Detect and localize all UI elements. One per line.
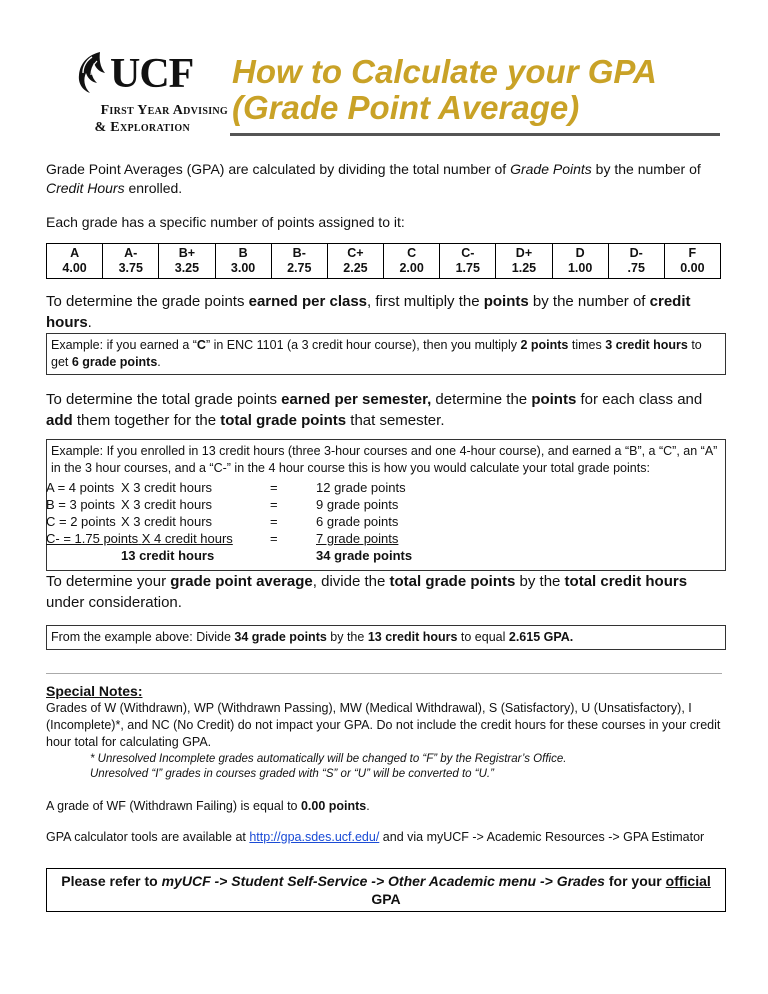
text: . [87,314,92,331]
page-title [232,54,732,126]
text: that semester. [346,412,445,429]
text: by the number of [528,293,650,310]
calc-grade: C- = 1.75 points [46,531,139,546]
calc-total-points: 34 grade points [316,548,413,563]
grade-points: 2.25 [343,261,368,275]
gpa-calculator-link[interactable]: http://gpa.sdes.ucf.edu/ [249,830,380,844]
grade-cell [552,244,608,279]
grade-points: 2.75 [287,261,312,275]
text: Example: if you earned a “ [51,338,197,352]
logo-ucf-text: UCF [110,51,194,97]
bold-text: 2 points [520,338,569,352]
grade-points: .75 [627,261,645,275]
grade-letter: C- [461,246,475,260]
grade-cell [47,244,103,279]
text: To determine the grade points [46,293,249,310]
grade-letter: D- [629,246,643,260]
special-notes-heading [46,682,726,701]
bold-text: grade point average [170,573,313,590]
text: . [157,355,161,369]
bold-text: points [531,391,577,408]
wf-note [46,797,726,816]
special-notes-text: Grades of W (Withdrawn), WP (Withdrawn Passing), MW (Medical Withdrawal), S (Satisfactory), U (Unsatisfactory), I (Incomplete)*, and NC (No Credit) do not impact your GPA. Do not include the credit hours for these courses in your credit hour total for calculating GPA. [46,701,721,749]
bold-text: 6 grade points [71,355,158,369]
text: To determine your [46,573,171,590]
logo-department-line2: & Exploration [94,120,190,135]
calc-result: 12 grade points [316,480,406,495]
calc-equals: = [270,531,278,546]
grade-points: 0.00 [680,261,705,275]
ucf-logo [50,45,230,135]
grade-letter: B- [292,246,306,260]
grade-letter: A- [124,246,138,260]
bold-text: 0.00 points [300,799,367,813]
calc-result: 6 grade points [316,514,399,529]
bold-text: 2.615 GPA. [508,630,574,644]
text: times [568,338,606,352]
logo-department-line1: First Year Advising [100,103,228,118]
calculator-note [46,828,726,847]
pegasus-icon [70,49,108,95]
grade-cell [384,244,440,279]
bold-text: 34 grade points [234,630,327,644]
text: for each class and [576,391,703,408]
bold-text: 13 credit hours [367,630,458,644]
text: , divide the [312,573,390,590]
text: ” in ENC 1101 (a 3 credit hour course), then you multiply [205,338,521,352]
grade-cell [159,244,215,279]
heading: Special Notes: [46,683,143,699]
bold-text: add [46,412,73,429]
intro-grade-points: Grade Points [510,161,592,177]
grade-cell [496,244,552,279]
calc-result: 9 grade points [316,497,399,512]
bold-text: total credit hours [564,573,688,590]
grade-points: 3.25 [174,261,200,275]
text: by the [326,630,368,644]
official-gpa-box [46,868,726,912]
grade-points: 1.00 [567,261,593,275]
text: GPA [371,891,401,907]
underlined-text: official [665,873,711,889]
grade-cell [608,244,664,279]
intro-credit-hours: Credit Hours [46,180,125,196]
calc-result: 7 grade points [316,531,399,546]
intro-text: enrolled. [124,180,183,196]
per-class-paragraph [46,291,726,333]
intro-text: Grade Point Averages (GPA) are calculated by dividing the total number of [46,161,511,177]
grade-cell [327,244,383,279]
calc-grade: C = 2 points [46,514,116,529]
bold-text: C [196,338,206,352]
grade-intro: Each grade has a specific number of points assigned to it: [46,214,405,230]
calc-hours: X 3 credit hours [121,514,213,529]
calc-hours: X 3 credit hours [121,497,213,512]
title-line1: How to Calculate your GPA [232,53,657,90]
grade-cell [271,244,327,279]
grade-points: 3.00 [230,261,256,275]
intro-text: by the number of [591,161,701,177]
calc-hours: X 4 credit hours [141,531,233,546]
grade-letter: A [70,246,80,260]
grade-letter: B [238,246,248,260]
text: GPA calculator tools are available at [46,830,250,844]
grade-letter: F [688,246,697,260]
section-divider [46,673,722,674]
calc-grade: B = 3 points [46,497,116,512]
header-divider [230,133,720,136]
italic-text: myUCF -> Student Self-Service -> Other Academic menu -> Grades [161,873,605,889]
grade-cell [440,244,496,279]
calc-equals: = [270,480,278,495]
special-note-1: * Unresolved Incomplete grades automatically will be changed to “F” by the Registrar’s Office. [90,753,567,765]
bold-text: points [483,293,529,310]
grade-letter: C [407,246,417,260]
text: To determine the total grade points [46,391,282,408]
calc-equals: = [270,514,278,529]
calc-equals: = [270,497,278,512]
grade-cell [103,244,159,279]
text: by the [515,573,565,590]
text: and via myUCF -> Academic Resources -> GPA Estimator [379,830,705,844]
text: . [366,799,370,813]
calc-hours: X 3 credit hours [121,480,213,495]
bold-text: total grade points [389,573,516,590]
text: , first multiply the [367,293,484,310]
text: determine the [431,391,532,408]
bold-text: earned per class [248,293,368,310]
grade-points: 1.75 [455,261,480,275]
grade-letter: B+ [178,246,196,260]
text: A grade of WF (Withdrawn Failing) is equal to [46,799,301,813]
grade-points: 2.00 [399,261,424,275]
grade-row [47,244,721,279]
example-box-1 [46,333,726,375]
text: From the example above: Divide [51,630,235,644]
example2-intro: Example: If you enrolled in 13 credit hours (three 3-hour courses and one 4-hour course), and earned a “B”, a “C”, an “A” in the 3 hour courses, and a “C-” in the 4 hour course this is how you would calculate your total grade points: [51,444,718,475]
text: for your [604,873,666,889]
grade-points: 3.75 [118,261,143,275]
bold-text: credit hours [46,293,691,331]
special-note-2: Unresolved “I” grades in courses graded with “S” or “U” will be converted to “U.” [90,768,494,780]
bold-text: earned per semester, [281,391,432,408]
gpa-paragraph [46,571,726,613]
text: to get [51,338,702,369]
bold-text: 3 credit hours [605,338,688,352]
text: to equal [457,630,509,644]
example-box-3 [46,625,726,650]
calc-grade-hours-underlined [46,530,233,547]
text: Please refer to [61,873,162,889]
calc-total-hours: 13 credit hours [121,548,215,563]
per-semester-paragraph [46,389,726,431]
grade-points: 1.25 [511,261,537,275]
text: them together for the [72,412,221,429]
grade-letter: D [575,246,585,260]
calc-grade: A = 4 points [46,480,115,495]
grade-cell [664,244,720,279]
grade-letter: C+ [347,246,364,260]
grade-cell [215,244,271,279]
title-line2: (Grade Point Average) [232,89,580,126]
grade-points: 4.00 [62,261,87,275]
text: under consideration. [46,594,182,611]
grade-letter: D+ [515,246,533,260]
grade-points-table [46,243,721,279]
intro-paragraph [46,160,726,198]
bold-text: total grade points [220,412,347,429]
